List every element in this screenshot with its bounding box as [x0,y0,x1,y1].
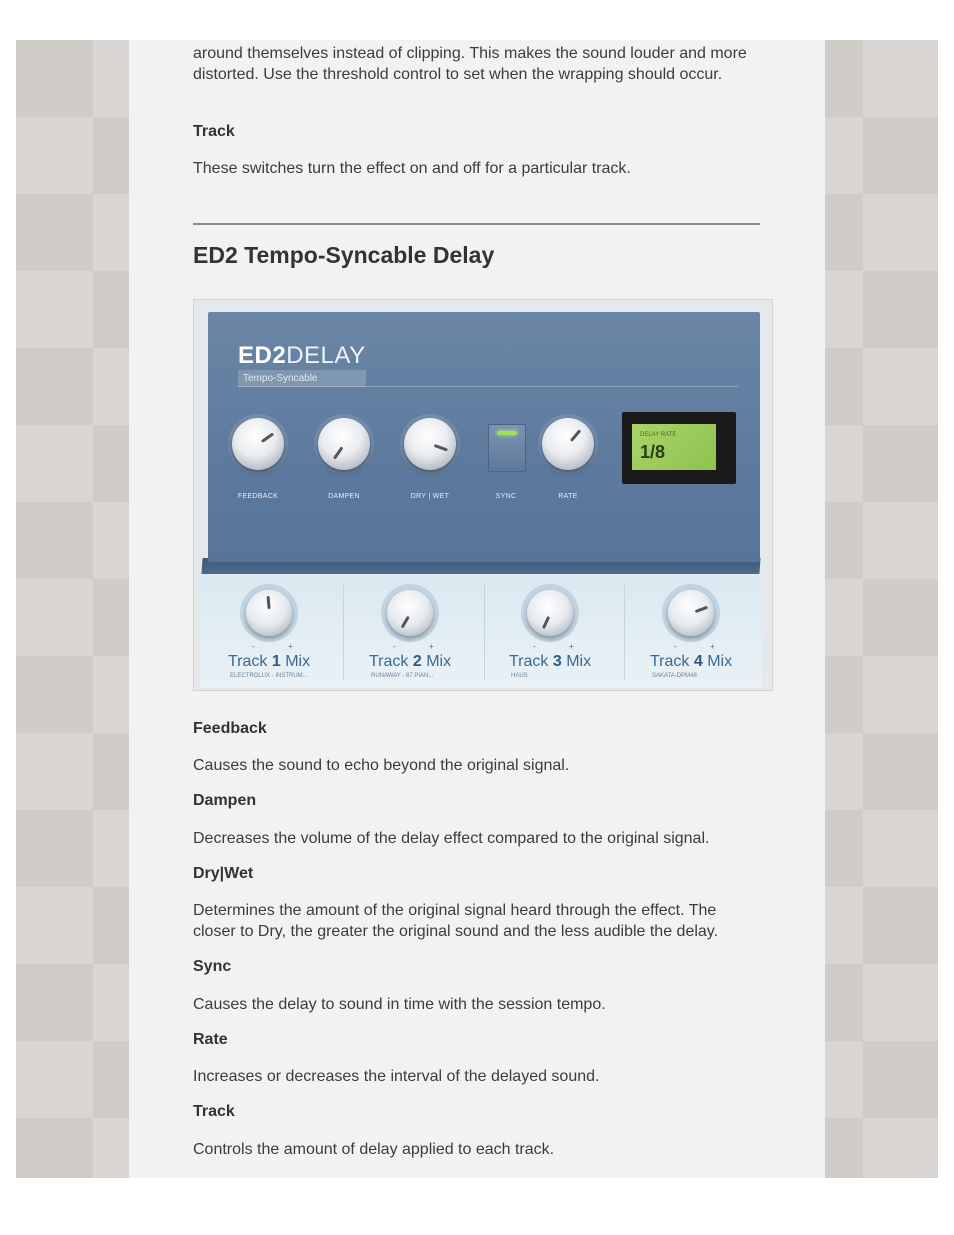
lcd-screen [632,424,716,470]
minus-mark: - [674,642,677,651]
param-heading-dry-wet: Dry|Wet [193,865,254,882]
param-text-dry-wet: Determines the amount of the original signal heard through the effect. The closer to Dry, the greater the original sound and the less audible the delay. [193,902,719,940]
sync-button[interactable] [488,424,526,472]
plus-mark: + [710,642,715,651]
param-text-feedback: Causes the sound to echo beyond the original signal. [193,757,570,774]
sync-label: SYNC [495,493,517,500]
plus-mark: + [288,642,293,651]
track-3-source: HAUS [511,673,528,679]
param-heading-sync: Sync [193,958,232,975]
param-heading-rate: Rate [193,1031,228,1048]
feedback-knob[interactable] [232,418,284,470]
minus-mark: - [252,642,255,651]
param-heading-feedback: Feedback [193,720,267,737]
track-4-mix-label: Track 4 Mix [650,653,733,670]
track-1-mix-label: Track 1 Mix [228,653,311,670]
document-content [129,40,825,1178]
track-divider [484,584,485,680]
logo-underline [238,386,738,387]
dampen-label: DAMPEN [328,493,360,500]
track-2-mix-knob[interactable] [387,590,433,636]
intro-paragraph: around themselves instead of clipping. This makes the sound louder and more distorted. Use the threshold control to set when the wrapping should occur. [193,45,747,83]
track-2-source: RUNAWAY - 87 PIAN... [371,673,434,679]
logo-bold: ED2 [238,342,287,369]
param-text-rate: Increases or decreases the interval of the delayed sound. [193,1068,600,1085]
track-1-source: ELECTROLUX - INSTRUM... [230,673,308,679]
param-text-track: Controls the amount of delay applied to each track. [193,1141,555,1158]
section-divider [193,223,760,225]
rate-knob[interactable] [542,418,594,470]
track-4-mix-knob[interactable] [668,590,714,636]
feedback-label: FEEDBACK [237,493,279,500]
plus-mark: + [569,642,574,651]
track-heading: Track [193,123,235,140]
track-mix-strip [200,576,762,688]
lcd-caption: DELAY RATE [640,432,677,438]
ed2-delay-plugin-figure [193,299,773,691]
lcd-value: 1/8 [640,442,666,462]
param-text-sync: Causes the delay to sound in time with the session tempo. [193,996,606,1013]
rate-label: RATE [558,493,578,500]
plugin-subtitle: Tempo-Syncable [238,370,366,387]
logo-light: DELAY [286,342,366,369]
track-1-mix-knob[interactable] [246,590,292,636]
delay-rate-display [622,412,736,484]
track-3-mix-knob[interactable] [527,590,573,636]
track-3-mix-label: Track 3 Mix [509,653,592,670]
minus-mark: - [393,642,396,651]
track-paragraph: These switches turn the effect on and off for a particular track. [193,160,631,177]
delay-control-panel [208,312,760,562]
param-heading-track: Track [193,1103,235,1120]
track-4-source: SAKATA-DPM48 [652,673,697,679]
plugin-logo [238,342,366,370]
track-divider [624,584,625,680]
dampen-knob[interactable] [318,418,370,470]
param-text-dampen: Decreases the volume of the delay effect compared to the original signal. [193,830,710,847]
sync-led [497,431,517,435]
plus-mark: + [429,642,434,651]
param-heading-dampen: Dampen [193,792,257,809]
dry-wet-label: DRY | WET [410,493,450,500]
track-divider [343,584,344,680]
minus-mark: - [533,642,536,651]
section-title: ED2 Tempo-Syncable Delay [193,242,495,268]
track-2-mix-label: Track 2 Mix [369,653,452,670]
dry-wet-knob[interactable] [404,418,456,470]
